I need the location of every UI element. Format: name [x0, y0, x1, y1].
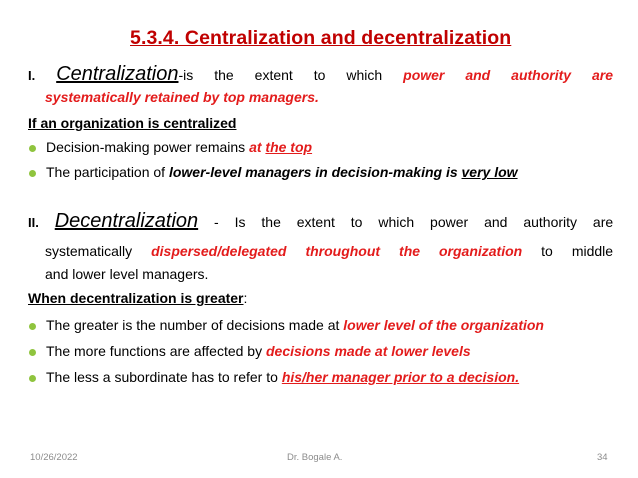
decentralization-term: Decentralization: [54, 210, 199, 232]
centralization-definition-line-1: I. Centralization-is the extent to which power and authority are: [28, 63, 614, 85]
centralization-definition-line-2: systematically retained by top managers.: [45, 89, 319, 105]
bullet-icon: [29, 375, 36, 382]
roman-numeral-2: II.: [28, 215, 39, 230]
decentralization-definition-line-3: and lower level managers.: [45, 266, 209, 282]
roman-numeral-1: I.: [28, 68, 36, 83]
bullet-icon: [29, 349, 36, 356]
footer-author: Dr. Bogale A.: [287, 452, 343, 463]
decentralized-bullet-3: The less a subordinate has to refer to his/her manager prior to a decision.: [46, 369, 520, 385]
bullet-icon: [29, 170, 36, 177]
decentralized-bullet-2: The more functions are affected by decisions made at lower levels: [46, 343, 471, 359]
decentralization-definition-line-1: II. Decentralization - Is the extent to which power and authority are: [28, 210, 614, 232]
footer-date: 10/26/2022: [30, 452, 78, 463]
slide-title: 5.3.4. Centralization and decentralization: [130, 27, 512, 49]
bullet-icon: [29, 323, 36, 330]
centralized-heading: If an organization is centralized: [28, 115, 237, 131]
decentralized-heading: When decentralization is greater:: [28, 290, 248, 306]
footer-page-number: 34: [597, 452, 608, 463]
centralization-term: Centralization: [56, 63, 179, 85]
centralized-bullet-1: Decision-making power remains at the top: [46, 139, 313, 155]
decentralization-definition-line-2: systematically dispersed/delegated throughout the organization to middle: [45, 243, 614, 259]
decentralized-bullet-1: The greater is the number of decisions made at lower level of the organization: [46, 317, 544, 333]
centralized-bullet-2: The participation of lower-level managers in decision-making is very low: [46, 164, 518, 180]
bullet-icon: [29, 145, 36, 152]
